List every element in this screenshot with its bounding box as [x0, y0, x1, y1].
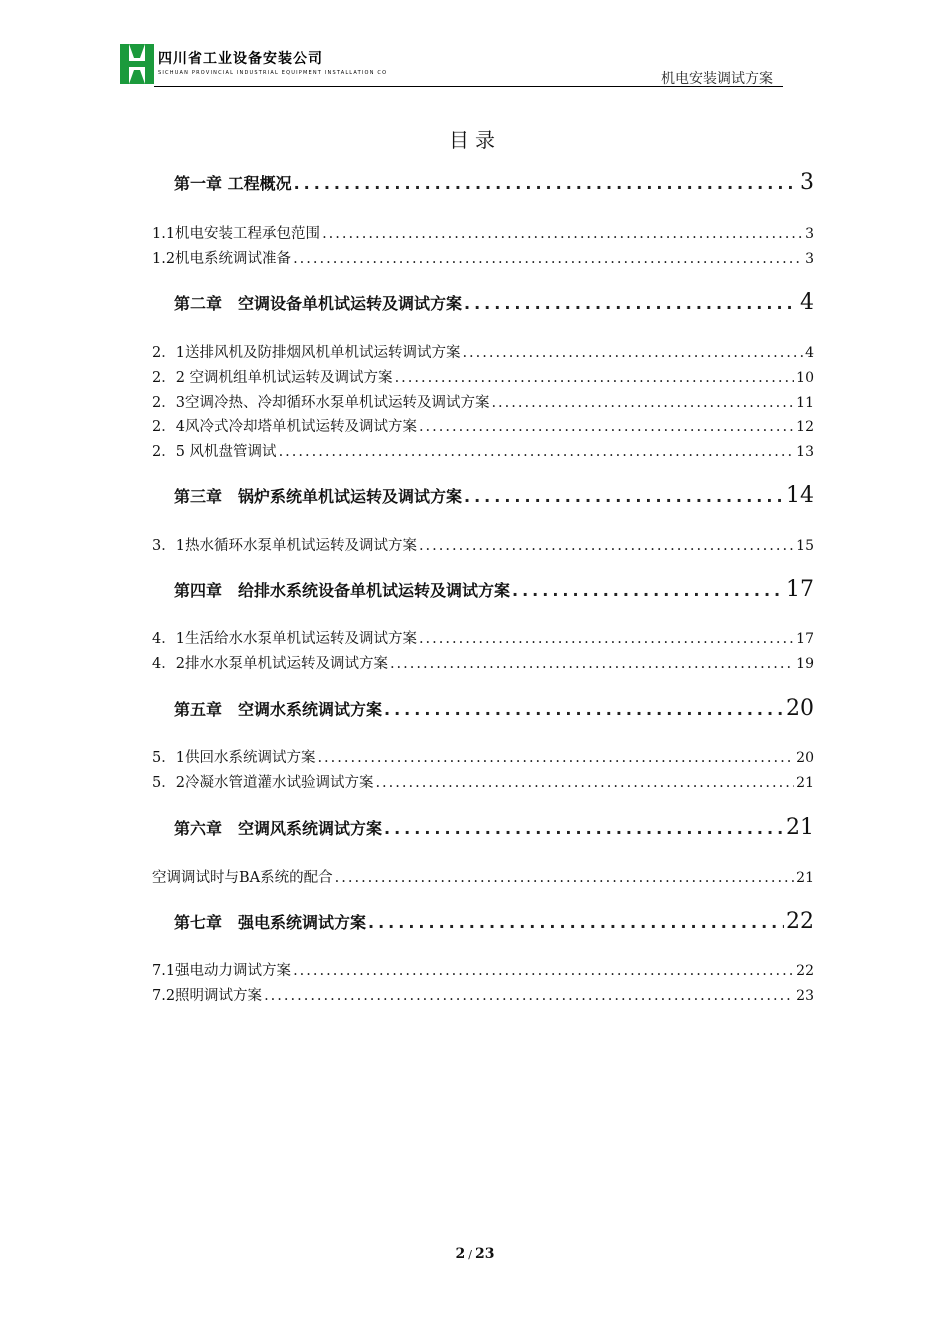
toc-entry-title: 5．1供回水系统调试方案: [152, 750, 316, 766]
toc-entry-page: 4: [805, 345, 814, 361]
toc-entry-title: 第一章 工程概况: [174, 174, 292, 193]
toc-chapter-entry[interactable]: [152, 170, 814, 195]
toc-dot-leader: [375, 775, 794, 791]
toc-entry-page: 11: [796, 395, 814, 411]
toc-section-entry[interactable]: [152, 415, 814, 436]
toc-dot-leader: [293, 963, 794, 979]
toc-entry-page: 21: [796, 870, 814, 886]
total-pages: 23: [474, 1246, 495, 1262]
page-footer: [0, 1246, 950, 1262]
toc-chapter-entry[interactable]: [152, 290, 814, 315]
toc-section-entry[interactable]: [152, 746, 814, 767]
toc-entry-title: 1.2机电系统调试准备: [152, 251, 292, 267]
toc-section-entry[interactable]: [152, 984, 814, 1005]
company-name-cn: 四川省工业设备安装公司: [158, 51, 323, 67]
toc-entry-page: 21: [786, 815, 814, 840]
toc-dot-leader: [294, 174, 798, 193]
toc-section-entry[interactable]: [152, 391, 814, 412]
toc-entry-page: 15: [796, 538, 814, 554]
toc-dot-leader: [384, 819, 784, 838]
toc-entry-title: 第五章 空调水系统调试方案: [174, 700, 383, 719]
toc-entry-page: 3: [800, 170, 814, 195]
toc-section-entry[interactable]: [152, 652, 814, 673]
toc-entry-page: 20: [786, 696, 814, 721]
toc-entry-title: 5．2冷凝水管道灌水试验调试方案: [152, 775, 374, 791]
toc-entry-title: 2．3空调冷热、冷却循环水泵单机试运转及调试方案: [152, 395, 490, 411]
toc-section-entry[interactable]: [152, 959, 814, 980]
toc-chapter-entry[interactable]: [152, 815, 814, 840]
toc-entry-title: 2．1送排风机及防排烟风机单机试运转调试方案: [152, 345, 461, 361]
toc-dot-leader: [384, 700, 784, 719]
toc-dot-leader: [462, 345, 803, 361]
toc-section-entry[interactable]: [152, 534, 814, 555]
toc-dot-leader: [395, 370, 795, 386]
toc-entry-title: 7.2照明调试方案: [152, 988, 263, 1004]
toc-dot-leader: [264, 988, 794, 1004]
toc-entry-page: 17: [796, 631, 814, 647]
toc-dot-leader: [390, 656, 794, 672]
toc-entry-title: 4．1生活给水水泵单机试运转及调试方案: [152, 631, 417, 647]
toc-entry-title: 第四章 给排水系统设备单机试运转及调试方案: [174, 581, 511, 600]
toc-entry-page: 4: [800, 290, 814, 315]
toc-dot-leader: [322, 226, 803, 242]
toc-entry-title: 3．1热水循环水泵单机试运转及调试方案: [152, 538, 417, 554]
toc-section-entry[interactable]: [152, 866, 814, 887]
toc-entry-page: 20: [796, 750, 814, 766]
toc-entry-page: 12: [796, 419, 814, 435]
toc-entry-page: 22: [786, 909, 814, 934]
toc-entry-title: 7.1强电动力调试方案: [152, 963, 292, 979]
toc-dot-leader: [335, 870, 795, 886]
toc-dot-leader: [293, 251, 803, 267]
toc-dot-leader: [419, 419, 794, 435]
toc-entry-title: 第六章 空调风系统调试方案: [174, 819, 383, 838]
toc-entry-page: 13: [796, 444, 814, 460]
toc-entry-title: 2．5 风机盘管调试: [152, 444, 277, 460]
toc-entry-page: 10: [796, 370, 814, 386]
toc-entry-title: 第七章 强电系统调试方案: [174, 913, 367, 932]
toc-dot-leader: [368, 913, 784, 932]
header-divider: [154, 86, 783, 87]
toc-dot-leader: [491, 395, 794, 411]
toc-entry-page: 3: [805, 226, 814, 242]
toc-dot-leader: [419, 538, 794, 554]
toc-chapter-entry[interactable]: [152, 696, 814, 721]
toc-section-entry[interactable]: [152, 341, 814, 362]
toc-entry-title: 4．2排水水泵单机试运转及调试方案: [152, 656, 388, 672]
toc-entry-title: 2．4风冷式冷却塔单机试运转及调试方案: [152, 419, 417, 435]
document-title: 机电安装调试方案: [661, 71, 773, 87]
toc-chapter-entry[interactable]: [152, 577, 814, 602]
toc-section-entry[interactable]: [152, 247, 814, 268]
toc-entry-page: 19: [796, 656, 814, 672]
toc-dot-leader: [464, 294, 798, 313]
toc-dot-leader: [317, 750, 794, 766]
page-separator: /: [468, 1248, 472, 1261]
toc-section-entry[interactable]: [152, 627, 814, 648]
toc-section-entry[interactable]: [152, 440, 814, 461]
toc-entry-page: 14: [786, 483, 814, 508]
toc-entry-title: 2．2 空调机组单机试运转及调试方案: [152, 370, 393, 386]
toc-chapter-entry[interactable]: [152, 483, 814, 508]
toc-dot-leader: [512, 581, 784, 600]
toc-entry-title: 1.1机电安装工程承包范围: [152, 226, 321, 242]
toc-entry-title: 空调调试时与BA系统的配合: [152, 870, 333, 886]
toc-entry-page: 22: [796, 963, 814, 979]
toc-section-entry[interactable]: [152, 771, 814, 792]
toc-entry-title: 第二章 空调设备单机试运转及调试方案: [174, 294, 463, 313]
toc-chapter-entry[interactable]: [152, 909, 814, 934]
toc-section-entry[interactable]: [152, 222, 814, 243]
company-logo: [120, 44, 154, 84]
current-page-number: 2: [455, 1246, 466, 1262]
toc-heading: 目录: [449, 128, 501, 152]
toc-dot-leader: [464, 487, 784, 506]
toc-entry-page: 23: [796, 988, 814, 1004]
page-header: [120, 40, 783, 88]
toc-section-entry[interactable]: [152, 366, 814, 387]
company-name-en: SICHUAN PROVINCIAL INDUSTRIAL EQUIPMENT INSTALLATION CO: [158, 70, 388, 76]
toc-dot-leader: [279, 444, 795, 460]
toc-dot-leader: [419, 631, 794, 647]
toc-entry-page: 17: [786, 577, 814, 602]
toc-entry-title: 第三章 锅炉系统单机试运转及调试方案: [174, 487, 463, 506]
toc-entry-page: 21: [796, 775, 814, 791]
toc-entry-page: 3: [805, 251, 814, 267]
